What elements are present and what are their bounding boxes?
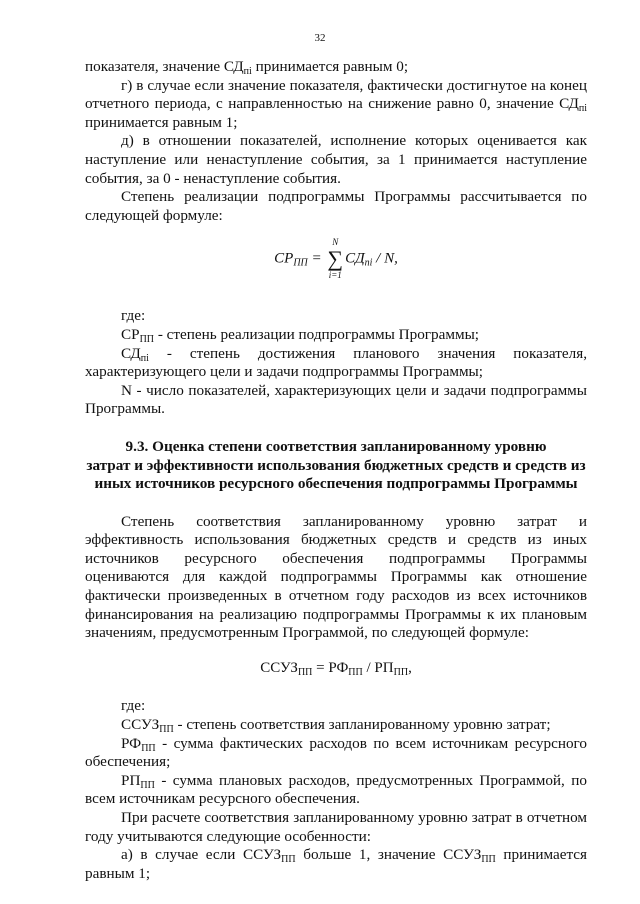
definition: $РФ_{ПП}$ - сумма фактических расходов по всем источникам ресурсного обеспечения;	[85, 734, 587, 771]
paragraph: г) в случае если значение показателя, фактически достигнутое на конец отчетного периода, с направленностью на снижение равно 0, значение $СД_{пi}$ принимается равным 1;	[85, 76, 587, 131]
definition: $ССУЗ_{ПП}$ - степень соответствия запланированному уровню затрат;	[121, 716, 551, 736]
paragraph: д) в отношении показателей, исполнение которых оценивается как наступление или ненаступление события, за 1 принимается наступление события, за 0 - ненаступление события.	[85, 132, 587, 187]
paragraph: показателя, значение $СД_{пi}$ принимается равным 0;	[85, 58, 409, 77]
definition: $СР_{ПП}$ - степень реализации подпрограммы Программы;	[121, 325, 480, 345]
page-number: 32	[314, 32, 326, 44]
paragraph: При расчете соответствия запланированному уровню затрат в отчетном году учитываются следующие особенности:	[85, 809, 587, 845]
list-item: а) в случае если $ССУЗ_{ПП}$ больше 1, значение $ССУЗ_{ПП}$ принимается равным 1;	[85, 846, 588, 882]
definition: $РП_{ПП}$ - сумма плановых расходов, предусмотренных Программой, по всем источникам ресурсного обеспечения.	[85, 771, 587, 808]
definition: $СД_{пi}$ - степень достижения планового значения показателя, характеризующего цели и задачи подпрограммы Программы;	[85, 344, 587, 381]
summation-symbol: N ∑ i=1	[327, 237, 344, 281]
paragraph: Степень реализации подпрограммы Программы рассчитывается по следующей формуле:	[85, 188, 587, 224]
document-body	[85, 58, 587, 883]
where-label: где:	[121, 307, 146, 325]
formula-subprogram-realization: $СР_{ПП}$ = N ∑ i=1 $СД_{пi}$ / N,	[274, 237, 398, 281]
definition: N - число показателей, характеризующих цели и задачи подпрограммы Программы.	[85, 381, 587, 418]
paragraph: Степень соответствия запланированному уровню затрат и эффективность использования бюджетных средств и средств из иных источников ресурсного обеспечения подпрограммы Программы оцениваются для каждой подпрограммы Программы как отношение фактически произведенных в отчетном году расходов из всех источников финансирования на реализацию подпрограммы Программы к их плановым значениям, предусмотренным Программой, по следующей формуле:	[85, 512, 587, 642]
formula-cost-compliance: $ССУЗ_{ПП} = РФ_{ПП} / РП_{ПП}$,	[260, 659, 412, 678]
section-heading: 9.3. Оценка степени соответствия запланированному уровню затрат и эффективности использования бюджетных средств и средств из иных источников ресурсного обеспечения подпрограммы Программы	[86, 437, 586, 493]
where-label: где:	[121, 697, 146, 715]
